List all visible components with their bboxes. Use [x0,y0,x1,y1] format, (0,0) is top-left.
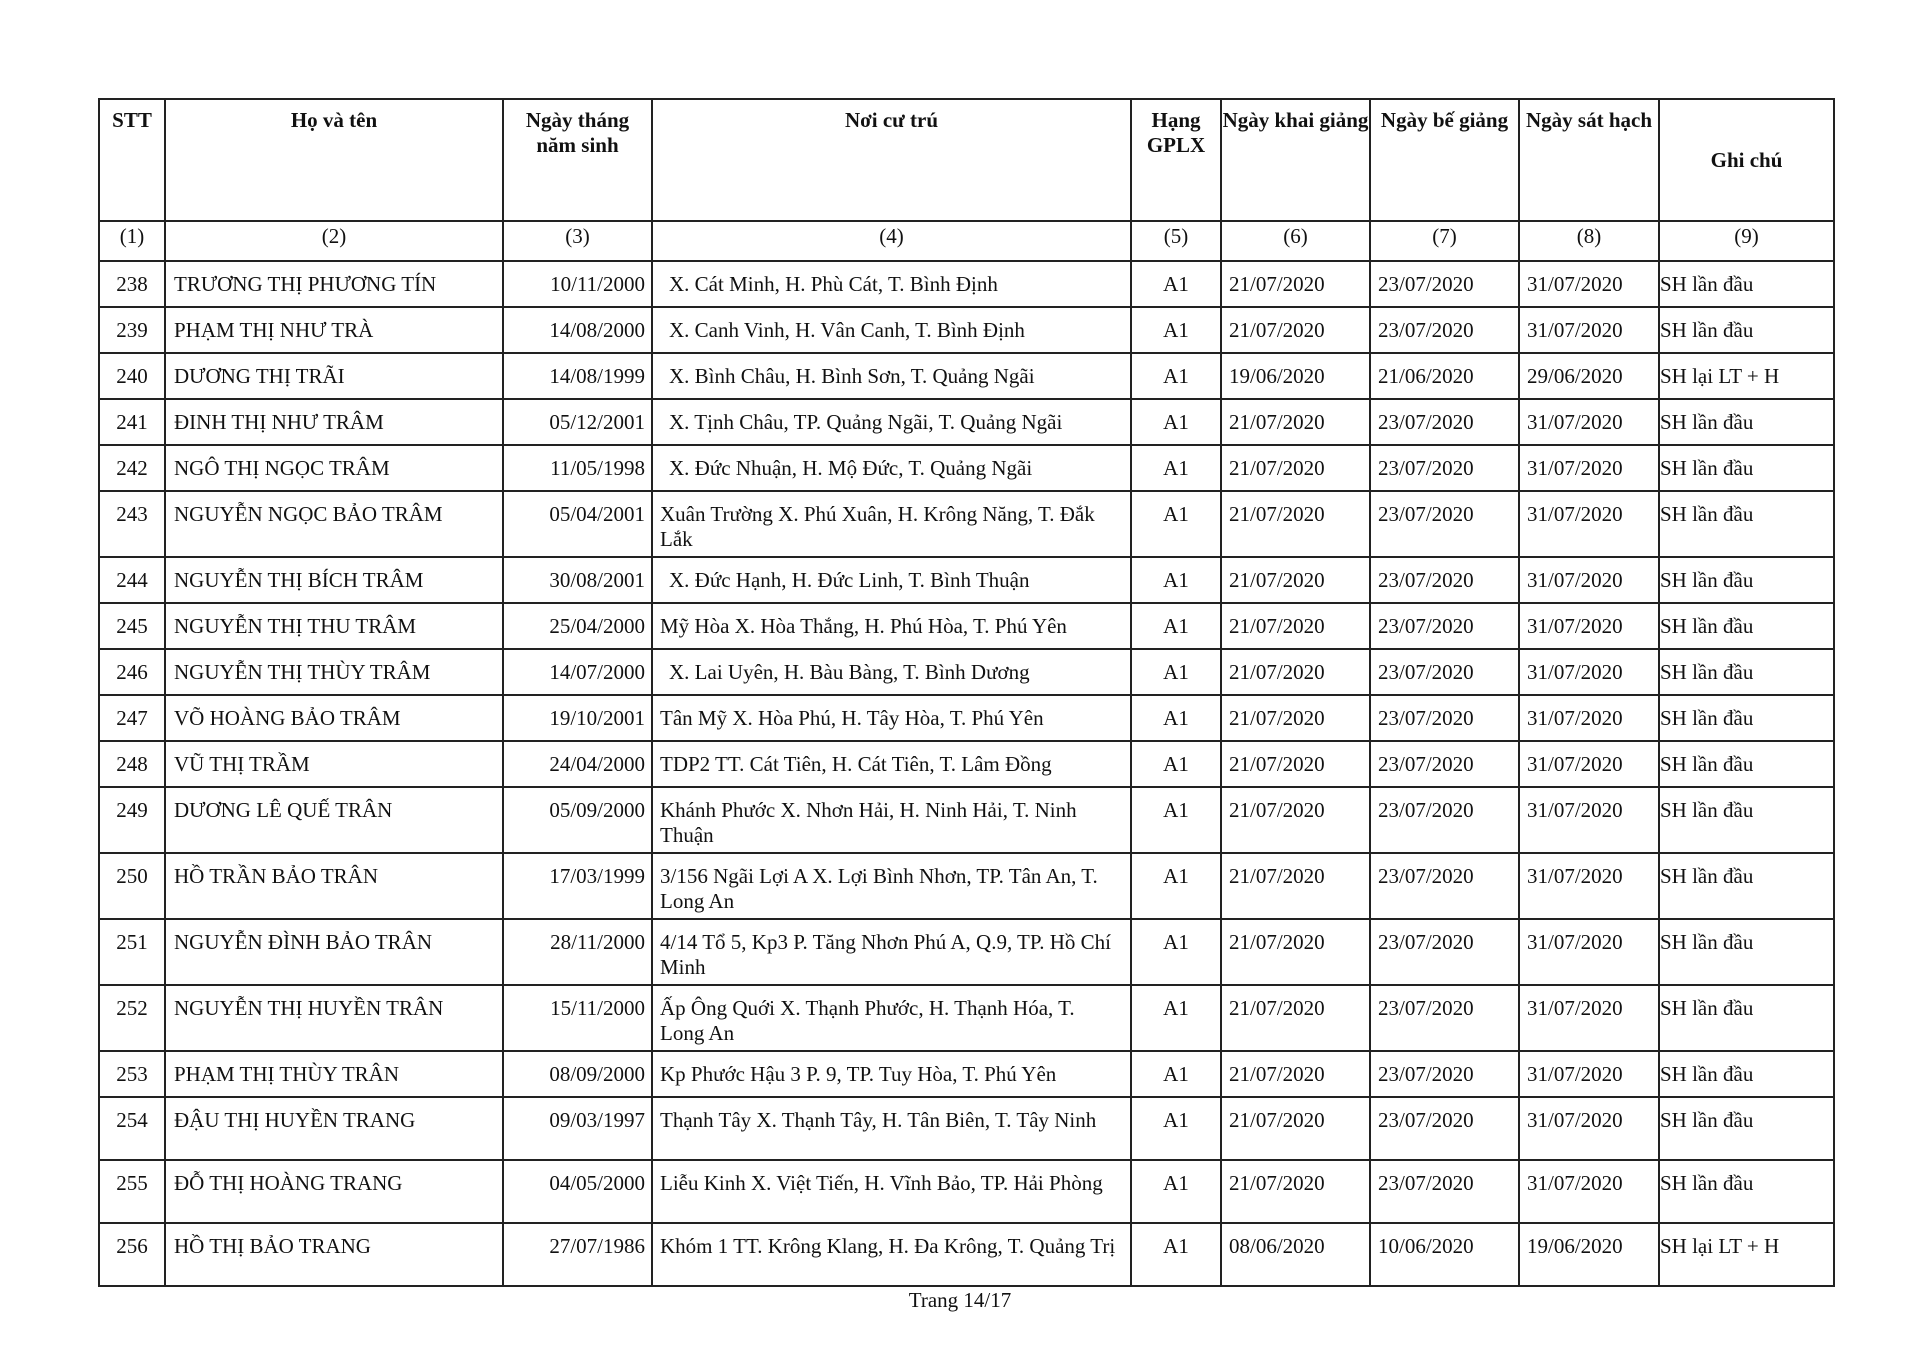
name-cell: NGUYỄN THỊ THÙY TRÂM [165,649,503,695]
end-date-cell: 23/07/2020 [1370,1051,1519,1097]
start-date-cell: 21/07/2020 [1221,491,1370,557]
name-cell: ĐỖ THỊ HOÀNG TRANG [165,1160,503,1223]
address-cell: Tân Mỹ X. Hòa Phú, H. Tây Hòa, T. Phú Yên [652,695,1131,741]
header-row [99,99,1834,221]
dob-cell: 19/10/2001 [503,695,652,741]
header-name: Họ và tên [165,99,503,221]
exam-date-cell: 31/07/2020 [1519,985,1659,1051]
exam-date-cell: 31/07/2020 [1519,649,1659,695]
dob-cell: 05/04/2001 [503,491,652,557]
table-row [99,919,1834,985]
column-number: (1) [99,221,165,261]
end-date-cell: 23/07/2020 [1370,603,1519,649]
name-cell: ĐẬU THỊ HUYỀN TRANG [165,1097,503,1160]
license-class-cell: A1 [1131,695,1221,741]
stt-cell: 242 [99,445,165,491]
license-class-cell: A1 [1131,853,1221,919]
address-cell: Liễu Kinh X. Việt Tiến, H. Vĩnh Bảo, TP. Hải Phòng [652,1160,1131,1223]
start-date-cell: 21/07/2020 [1221,603,1370,649]
note-cell: SH lần đầu [1659,1051,1834,1097]
address-cell: Xuân Trường X. Phú Xuân, H. Krông Năng, T. Đắk Lắk [652,491,1131,557]
header-exam-date: Ngày sát hạch [1519,99,1659,221]
license-class-cell: A1 [1131,649,1221,695]
end-date-cell: 23/07/2020 [1370,695,1519,741]
license-class-cell: A1 [1131,307,1221,353]
end-date-cell: 23/07/2020 [1370,919,1519,985]
note-cell: SH lần đầu [1659,853,1834,919]
start-date-cell: 21/07/2020 [1221,261,1370,307]
exam-date-cell: 31/07/2020 [1519,557,1659,603]
dob-cell: 27/07/1986 [503,1223,652,1286]
table-row [99,491,1834,557]
start-date-cell: 21/07/2020 [1221,695,1370,741]
name-cell: VŨ THỊ TRẦM [165,741,503,787]
stt-cell: 256 [99,1223,165,1286]
table-row [99,603,1834,649]
exam-date-cell: 31/07/2020 [1519,1051,1659,1097]
table-row [99,787,1834,853]
end-date-cell: 23/07/2020 [1370,985,1519,1051]
column-number: (9) [1659,221,1834,261]
exam-date-cell: 31/07/2020 [1519,399,1659,445]
note-cell: SH lần đầu [1659,1160,1834,1223]
exam-date-cell: 31/07/2020 [1519,1160,1659,1223]
name-cell: HỒ TRẦN BẢO TRÂN [165,853,503,919]
license-class-cell: A1 [1131,741,1221,787]
table-row [99,399,1834,445]
start-date-cell: 21/07/2020 [1221,985,1370,1051]
license-class-cell: A1 [1131,399,1221,445]
end-date-cell: 23/07/2020 [1370,649,1519,695]
end-date-cell: 23/07/2020 [1370,261,1519,307]
dob-cell: 14/07/2000 [503,649,652,695]
start-date-cell: 21/07/2020 [1221,741,1370,787]
stt-cell: 253 [99,1051,165,1097]
end-date-cell: 21/06/2020 [1370,353,1519,399]
note-cell: SH lần đầu [1659,1097,1834,1160]
header-license-class: Hạng GPLX [1131,99,1221,221]
stt-cell: 250 [99,853,165,919]
stt-cell: 241 [99,399,165,445]
table-row [99,557,1834,603]
note-cell: SH lần đầu [1659,695,1834,741]
end-date-cell: 23/07/2020 [1370,741,1519,787]
column-number: (2) [165,221,503,261]
name-cell: NGUYỄN NGỌC BẢO TRÂM [165,491,503,557]
stt-cell: 245 [99,603,165,649]
address-cell: X. Đức Nhuận, H. Mộ Đức, T. Quảng Ngãi [652,445,1131,491]
exam-date-cell: 31/07/2020 [1519,695,1659,741]
stt-cell: 255 [99,1160,165,1223]
note-cell: SH lần đầu [1659,399,1834,445]
address-cell: Khánh Phước X. Nhơn Hải, H. Ninh Hải, T. Ninh Thuận [652,787,1131,853]
end-date-cell: 23/07/2020 [1370,853,1519,919]
start-date-cell: 21/07/2020 [1221,919,1370,985]
name-cell: NGÔ THỊ NGỌC TRÂM [165,445,503,491]
name-cell: NGUYỄN THỊ BÍCH TRÂM [165,557,503,603]
table-row [99,1160,1834,1223]
address-cell: X. Lai Uyên, H. Bàu Bàng, T. Bình Dương [652,649,1131,695]
license-class-cell: A1 [1131,1097,1221,1160]
note-cell: SH lần đầu [1659,919,1834,985]
table-row [99,985,1834,1051]
note-cell: SH lần đầu [1659,307,1834,353]
table-row [99,445,1834,491]
column-number: (3) [503,221,652,261]
note-cell: SH lại LT + H [1659,353,1834,399]
license-class-cell: A1 [1131,445,1221,491]
start-date-cell: 21/07/2020 [1221,853,1370,919]
name-cell: DƯƠNG LÊ QUẾ TRÂN [165,787,503,853]
dob-cell: 04/05/2000 [503,1160,652,1223]
name-cell: PHẠM THỊ THÙY TRÂN [165,1051,503,1097]
license-class-cell: A1 [1131,919,1221,985]
exam-date-cell: 31/07/2020 [1519,603,1659,649]
address-cell: 4/14 Tổ 5, Kp3 P. Tăng Nhơn Phú A, Q.9, TP. Hồ Chí Minh [652,919,1131,985]
end-date-cell: 23/07/2020 [1370,1097,1519,1160]
candidate-table [98,98,1835,1287]
license-class-cell: A1 [1131,985,1221,1051]
license-class-cell: A1 [1131,1160,1221,1223]
dob-cell: 05/12/2001 [503,399,652,445]
header-address: Nơi cư trú [652,99,1131,221]
dob-cell: 30/08/2001 [503,557,652,603]
stt-cell: 252 [99,985,165,1051]
dob-cell: 14/08/2000 [503,307,652,353]
start-date-cell: 08/06/2020 [1221,1223,1370,1286]
note-cell: SH lần đầu [1659,985,1834,1051]
column-number: (5) [1131,221,1221,261]
stt-cell: 239 [99,307,165,353]
license-class-cell: A1 [1131,491,1221,557]
address-cell: TDP2 TT. Cát Tiên, H. Cát Tiên, T. Lâm Đồng [652,741,1131,787]
table-row [99,649,1834,695]
table-row [99,1223,1834,1286]
exam-date-cell: 31/07/2020 [1519,261,1659,307]
license-class-cell: A1 [1131,603,1221,649]
license-class-cell: A1 [1131,787,1221,853]
table-row [99,307,1834,353]
table-row [99,1097,1834,1160]
start-date-cell: 21/07/2020 [1221,1160,1370,1223]
stt-cell: 251 [99,919,165,985]
license-class-cell: A1 [1131,1051,1221,1097]
exam-date-cell: 19/06/2020 [1519,1223,1659,1286]
dob-cell: 05/09/2000 [503,787,652,853]
stt-cell: 249 [99,787,165,853]
address-cell: Kp Phước Hậu 3 P. 9, TP. Tuy Hòa, T. Phú Yên [652,1051,1131,1097]
dob-cell: 17/03/1999 [503,853,652,919]
table-row [99,695,1834,741]
end-date-cell: 23/07/2020 [1370,557,1519,603]
exam-date-cell: 31/07/2020 [1519,491,1659,557]
name-cell: TRƯƠNG THỊ PHƯƠNG TÍN [165,261,503,307]
note-cell: SH lần đầu [1659,741,1834,787]
exam-date-cell: 29/06/2020 [1519,353,1659,399]
header-start-date: Ngày khai giảng [1221,99,1370,221]
column-number: (6) [1221,221,1370,261]
name-cell: DƯƠNG THỊ TRÃI [165,353,503,399]
start-date-cell: 21/07/2020 [1221,1097,1370,1160]
note-cell: SH lần đầu [1659,557,1834,603]
name-cell: NGUYỄN THỊ HUYỀN TRÂN [165,985,503,1051]
start-date-cell: 21/07/2020 [1221,1051,1370,1097]
end-date-cell: 23/07/2020 [1370,491,1519,557]
license-class-cell: A1 [1131,557,1221,603]
dob-cell: 28/11/2000 [503,919,652,985]
column-number-row [99,221,1834,261]
exam-date-cell: 31/07/2020 [1519,919,1659,985]
dob-cell: 24/04/2000 [503,741,652,787]
start-date-cell: 21/07/2020 [1221,787,1370,853]
exam-date-cell: 31/07/2020 [1519,787,1659,853]
note-cell: SH lần đầu [1659,445,1834,491]
table-row [99,741,1834,787]
note-cell: SH lần đầu [1659,649,1834,695]
exam-date-cell: 31/07/2020 [1519,307,1659,353]
address-cell: Thạnh Tây X. Thạnh Tây, H. Tân Biên, T. Tây Ninh [652,1097,1131,1160]
table-row [99,261,1834,307]
stt-cell: 240 [99,353,165,399]
note-cell: SH lần đầu [1659,603,1834,649]
stt-cell: 238 [99,261,165,307]
address-cell: X. Tịnh Châu, TP. Quảng Ngãi, T. Quảng Ngãi [652,399,1131,445]
page-number: Trang 14/17 [908,1288,1012,1312]
start-date-cell: 21/07/2020 [1221,445,1370,491]
address-cell: X. Cát Minh, H. Phù Cát, T. Bình Định [652,261,1131,307]
end-date-cell: 23/07/2020 [1370,1160,1519,1223]
start-date-cell: 21/07/2020 [1221,557,1370,603]
address-cell: X. Canh Vinh, H. Vân Canh, T. Bình Định [652,307,1131,353]
exam-date-cell: 31/07/2020 [1519,741,1659,787]
license-class-cell: A1 [1131,261,1221,307]
header-stt: STT [99,99,165,221]
address-cell: Ấp Ông Quới X. Thạnh Phước, H. Thạnh Hóa, T. Long An [652,985,1131,1051]
exam-date-cell: 31/07/2020 [1519,1097,1659,1160]
name-cell: ĐINH THỊ NHƯ TRÂM [165,399,503,445]
note-cell: SH lại LT + H [1659,1223,1834,1286]
header-dob: Ngày tháng năm sinh [503,99,652,221]
header-note: Ghi chú [1659,99,1834,221]
table-row [99,853,1834,919]
end-date-cell: 10/06/2020 [1370,1223,1519,1286]
header-end-date: Ngày bế giảng [1370,99,1519,221]
start-date-cell: 19/06/2020 [1221,353,1370,399]
dob-cell: 15/11/2000 [503,985,652,1051]
name-cell: NGUYỄN ĐÌNH BẢO TRÂN [165,919,503,985]
end-date-cell: 23/07/2020 [1370,307,1519,353]
column-number: (8) [1519,221,1659,261]
dob-cell: 08/09/2000 [503,1051,652,1097]
stt-cell: 244 [99,557,165,603]
dob-cell: 14/08/1999 [503,353,652,399]
note-cell: SH lần đầu [1659,491,1834,557]
end-date-cell: 23/07/2020 [1370,787,1519,853]
note-cell: SH lần đầu [1659,261,1834,307]
license-class-cell: A1 [1131,353,1221,399]
address-cell: Khóm 1 TT. Krông Klang, H. Đa Krông, T. Quảng Trị [652,1223,1131,1286]
name-cell: NGUYỄN THỊ THU TRÂM [165,603,503,649]
dob-cell: 11/05/1998 [503,445,652,491]
stt-cell: 248 [99,741,165,787]
address-cell: Mỹ Hòa X. Hòa Thắng, H. Phú Hòa, T. Phú Yên [652,603,1131,649]
name-cell: PHẠM THỊ NHƯ TRÀ [165,307,503,353]
address-cell: X. Bình Châu, H. Bình Sơn, T. Quảng Ngãi [652,353,1131,399]
exam-date-cell: 31/07/2020 [1519,445,1659,491]
column-number: (4) [652,221,1131,261]
dob-cell: 10/11/2000 [503,261,652,307]
stt-cell: 243 [99,491,165,557]
start-date-cell: 21/07/2020 [1221,649,1370,695]
exam-date-cell: 31/07/2020 [1519,853,1659,919]
dob-cell: 25/04/2000 [503,603,652,649]
dob-cell: 09/03/1997 [503,1097,652,1160]
name-cell: VÕ HOÀNG BẢO TRÂM [165,695,503,741]
stt-cell: 246 [99,649,165,695]
address-cell: 3/156 Ngãi Lợi A X. Lợi Bình Nhơn, TP. Tân An, T. Long An [652,853,1131,919]
table-row [99,353,1834,399]
start-date-cell: 21/07/2020 [1221,307,1370,353]
stt-cell: 247 [99,695,165,741]
note-cell: SH lần đầu [1659,787,1834,853]
end-date-cell: 23/07/2020 [1370,399,1519,445]
license-class-cell: A1 [1131,1223,1221,1286]
address-cell: X. Đức Hạnh, H. Đức Linh, T. Bình Thuận [652,557,1131,603]
stt-cell: 254 [99,1097,165,1160]
table-row [99,1051,1834,1097]
end-date-cell: 23/07/2020 [1370,445,1519,491]
column-number: (7) [1370,221,1519,261]
name-cell: HỒ THỊ BẢO TRANG [165,1223,503,1286]
start-date-cell: 21/07/2020 [1221,399,1370,445]
